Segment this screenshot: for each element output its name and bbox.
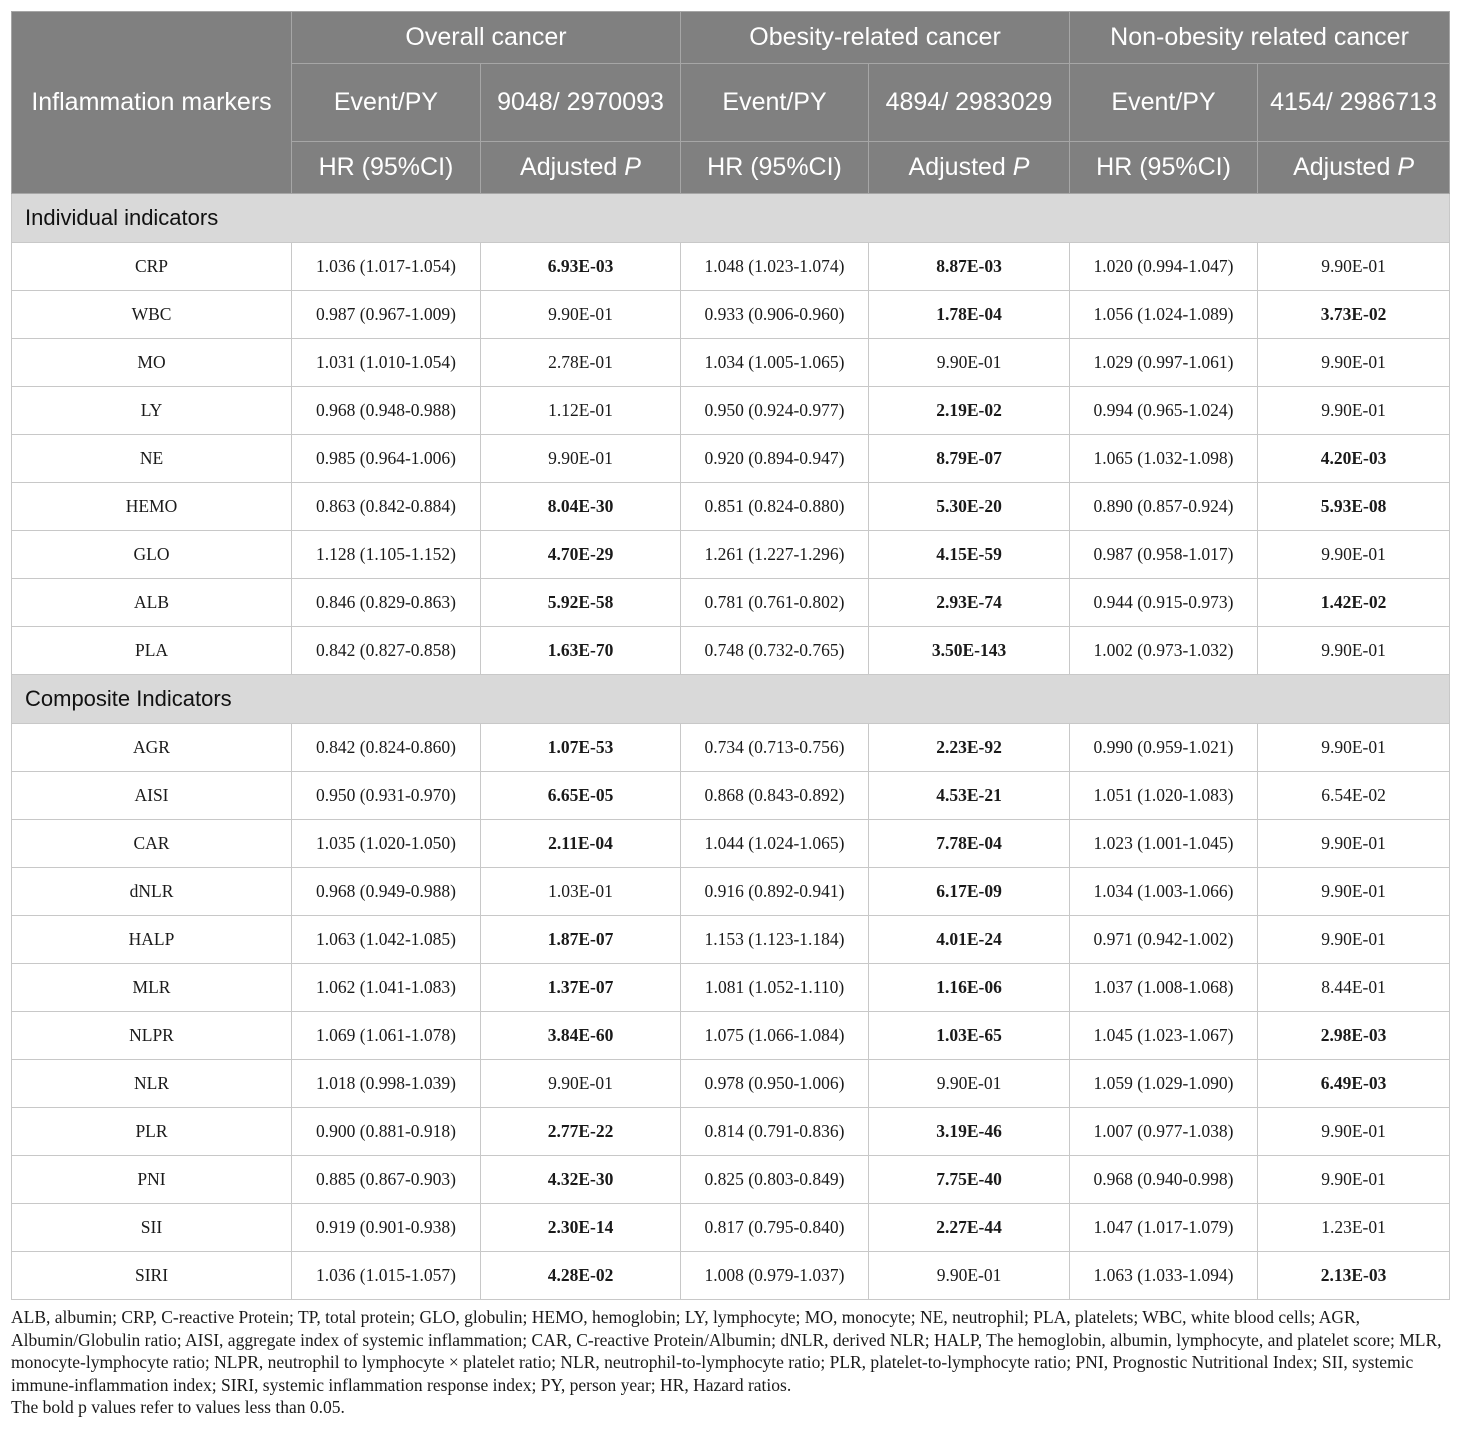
hr-ci-cell: 1.045 (1.023-1.067) bbox=[1070, 1012, 1258, 1060]
adjusted-p-cell: 4.28E-02 bbox=[481, 1252, 681, 1300]
table-row bbox=[12, 1252, 1450, 1300]
adjusted-p-cell: 9.90E-01 bbox=[1258, 916, 1450, 964]
adjusted-p-cell: 6.65E-05 bbox=[481, 772, 681, 820]
adjusted-p-cell: 6.54E-02 bbox=[1258, 772, 1450, 820]
hr-label: HR (95%CI) bbox=[292, 142, 481, 194]
adjusted-p-label bbox=[869, 142, 1070, 194]
adjusted-p-cell: 1.12E-01 bbox=[481, 387, 681, 435]
bold-note: The bold p values refer to values less than 0.05. bbox=[11, 1397, 345, 1418]
adjusted-p-cell: 1.78E-04 bbox=[869, 291, 1070, 339]
marker-name: MO bbox=[12, 339, 292, 387]
marker-name: CRP bbox=[12, 243, 292, 291]
hr-ci-cell: 0.968 (0.948-0.988) bbox=[292, 387, 481, 435]
adjusted-p-text: Adjusted bbox=[520, 153, 618, 181]
table-header bbox=[12, 12, 1450, 194]
hr-ci-cell: 0.985 (0.964-1.006) bbox=[292, 435, 481, 483]
hr-ci-cell: 1.020 (0.994-1.047) bbox=[1070, 243, 1258, 291]
hr-ci-cell: 1.128 (1.105-1.152) bbox=[292, 531, 481, 579]
hr-ci-cell: 1.261 (1.227-1.296) bbox=[681, 531, 869, 579]
hr-ci-cell: 0.950 (0.924-0.977) bbox=[681, 387, 869, 435]
hr-ci-cell: 0.825 (0.803-0.849) bbox=[681, 1156, 869, 1204]
group-header-obesity: Obesity-related cancer bbox=[681, 12, 1070, 64]
adjusted-p-cell: 9.90E-01 bbox=[1258, 339, 1450, 387]
table-row bbox=[12, 724, 1450, 772]
adjusted-p-cell: 5.30E-20 bbox=[869, 483, 1070, 531]
adjusted-p-cell: 9.90E-01 bbox=[1258, 820, 1450, 868]
adjusted-p-cell: 4.70E-29 bbox=[481, 531, 681, 579]
event-value: 9048/ 2970093 bbox=[481, 64, 681, 142]
adjusted-p-cell: 2.27E-44 bbox=[869, 1204, 1070, 1252]
hr-ci-cell: 1.007 (0.977-1.038) bbox=[1070, 1108, 1258, 1156]
hr-ci-cell: 1.034 (1.003-1.066) bbox=[1070, 868, 1258, 916]
hr-ci-cell: 1.062 (1.041-1.083) bbox=[292, 964, 481, 1012]
adjusted-p-cell: 2.11E-04 bbox=[481, 820, 681, 868]
event-label: Event/PY bbox=[292, 64, 481, 142]
hr-ci-cell: 0.919 (0.901-0.938) bbox=[292, 1204, 481, 1252]
adjusted-p-cell: 2.78E-01 bbox=[481, 339, 681, 387]
marker-name: WBC bbox=[12, 291, 292, 339]
adjusted-p-cell: 4.15E-59 bbox=[869, 531, 1070, 579]
marker-name: NLPR bbox=[12, 1012, 292, 1060]
hr-ci-cell: 1.036 (1.017-1.054) bbox=[292, 243, 481, 291]
hr-ci-cell: 0.971 (0.942-1.002) bbox=[1070, 916, 1258, 964]
hr-ci-cell: 0.994 (0.965-1.024) bbox=[1070, 387, 1258, 435]
marker-name: AGR bbox=[12, 724, 292, 772]
adjusted-p-cell: 4.20E-03 bbox=[1258, 435, 1450, 483]
table-row bbox=[12, 1060, 1450, 1108]
hr-label: HR (95%CI) bbox=[681, 142, 869, 194]
adjusted-p-text: Adjusted bbox=[1293, 153, 1391, 181]
adjusted-p-cell: 1.03E-65 bbox=[869, 1012, 1070, 1060]
adjusted-p-cell: 2.93E-74 bbox=[869, 579, 1070, 627]
marker-name: ALB bbox=[12, 579, 292, 627]
hr-ci-cell: 0.944 (0.915-0.973) bbox=[1070, 579, 1258, 627]
event-value: 4894/ 2983029 bbox=[869, 64, 1070, 142]
adjusted-p-text: Adjusted bbox=[908, 153, 1006, 181]
adjusted-p-cell: 4.01E-24 bbox=[869, 916, 1070, 964]
hr-ci-cell: 0.916 (0.892-0.941) bbox=[681, 868, 869, 916]
adjusted-p-cell: 3.73E-02 bbox=[1258, 291, 1450, 339]
hr-ci-cell: 1.069 (1.061-1.078) bbox=[292, 1012, 481, 1060]
marker-name: SIRI bbox=[12, 1252, 292, 1300]
adjusted-p-cell: 6.17E-09 bbox=[869, 868, 1070, 916]
inflammation-markers-table bbox=[11, 11, 1450, 1300]
hr-ci-cell: 0.842 (0.824-0.860) bbox=[292, 724, 481, 772]
adjusted-p-cell: 1.07E-53 bbox=[481, 724, 681, 772]
marker-name: NLR bbox=[12, 1060, 292, 1108]
hr-ci-cell: 1.047 (1.017-1.079) bbox=[1070, 1204, 1258, 1252]
hr-ci-cell: 0.817 (0.795-0.840) bbox=[681, 1204, 869, 1252]
table-row bbox=[12, 1156, 1450, 1204]
hr-ci-cell: 1.036 (1.015-1.057) bbox=[292, 1252, 481, 1300]
hr-ci-cell: 0.968 (0.940-0.998) bbox=[1070, 1156, 1258, 1204]
adjusted-p-cell: 2.19E-02 bbox=[869, 387, 1070, 435]
hr-ci-cell: 0.814 (0.791-0.836) bbox=[681, 1108, 869, 1156]
hr-ci-cell: 1.018 (0.998-1.039) bbox=[292, 1060, 481, 1108]
adjusted-p-cell: 4.32E-30 bbox=[481, 1156, 681, 1204]
marker-name: AISI bbox=[12, 772, 292, 820]
adjusted-p-cell: 5.93E-08 bbox=[1258, 483, 1450, 531]
hr-ci-cell: 0.846 (0.829-0.863) bbox=[292, 579, 481, 627]
adjusted-p-cell: 8.04E-30 bbox=[481, 483, 681, 531]
marker-name: HALP bbox=[12, 916, 292, 964]
hr-ci-cell: 1.037 (1.008-1.068) bbox=[1070, 964, 1258, 1012]
hr-ci-cell: 0.890 (0.857-0.924) bbox=[1070, 483, 1258, 531]
hr-ci-cell: 1.034 (1.005-1.065) bbox=[681, 339, 869, 387]
adjusted-p-cell: 9.90E-01 bbox=[869, 1060, 1070, 1108]
adjusted-p-cell: 9.90E-01 bbox=[1258, 1108, 1450, 1156]
marker-name: MLR bbox=[12, 964, 292, 1012]
hr-ci-cell: 1.044 (1.024-1.065) bbox=[681, 820, 869, 868]
abbreviations-note: ALB, albumin; CRP, C-reactive Protein; TP, total protein; GLO, globulin; HEMO, hemoglobin; LY, lymphocyte; MO, monocyte; NE, neutrophil; PLA, platelets; WBC, white blood cells; AGR, Albumin/Globulin ratio; AISI, aggregate index of systemic inflammation; CAR, C-reactive Protein/Albumin; dNLR, derived NLR; HALP, The hemoglobin, albumin, lymphocyte, and platelet score; MLR, monocyte-lymphocyte ratio; NLPR, neutrophil to lymphocyte × platelet ratio; NLR, neutrophil-to-lymphocyte ratio; PLR, platelet-to-lymphocyte ratio; PNI, Prognostic Nutritional Index; SII, systemic immune-inflammation index; SIRI, systemic inflammation response index; PY, person year; HR, Hazard ratios. bbox=[11, 1307, 1442, 1395]
marker-name: PNI bbox=[12, 1156, 292, 1204]
section-row bbox=[12, 675, 1450, 724]
hr-ci-cell: 0.950 (0.931-0.970) bbox=[292, 772, 481, 820]
table-body bbox=[12, 194, 1450, 1300]
adjusted-p-cell: 1.87E-07 bbox=[481, 916, 681, 964]
table-row bbox=[12, 339, 1450, 387]
table-row bbox=[12, 964, 1450, 1012]
table-row bbox=[12, 1108, 1450, 1156]
hr-ci-cell: 0.990 (0.959-1.021) bbox=[1070, 724, 1258, 772]
hr-ci-cell: 0.900 (0.881-0.918) bbox=[292, 1108, 481, 1156]
hr-ci-cell: 1.035 (1.020-1.050) bbox=[292, 820, 481, 868]
adjusted-p-cell: 2.30E-14 bbox=[481, 1204, 681, 1252]
table-row bbox=[12, 627, 1450, 675]
hr-ci-cell: 0.968 (0.949-0.988) bbox=[292, 868, 481, 916]
hr-ci-cell: 0.933 (0.906-0.960) bbox=[681, 291, 869, 339]
hr-ci-cell: 1.008 (0.979-1.037) bbox=[681, 1252, 869, 1300]
hr-ci-cell: 0.734 (0.713-0.756) bbox=[681, 724, 869, 772]
marker-name: HEMO bbox=[12, 483, 292, 531]
adjusted-p-cell: 7.78E-04 bbox=[869, 820, 1070, 868]
marker-name: PLR bbox=[12, 1108, 292, 1156]
adjusted-p-cell: 9.90E-01 bbox=[869, 339, 1070, 387]
hr-ci-cell: 1.002 (0.973-1.032) bbox=[1070, 627, 1258, 675]
section-row bbox=[12, 194, 1450, 243]
event-label: Event/PY bbox=[1070, 64, 1258, 142]
adjusted-p-cell: 2.77E-22 bbox=[481, 1108, 681, 1156]
hr-ci-cell: 0.978 (0.950-1.006) bbox=[681, 1060, 869, 1108]
adjusted-p-label bbox=[1258, 142, 1450, 194]
adjusted-p-cell: 2.13E-03 bbox=[1258, 1252, 1450, 1300]
hr-ci-cell: 1.153 (1.123-1.184) bbox=[681, 916, 869, 964]
adjusted-p-cell: 8.79E-07 bbox=[869, 435, 1070, 483]
adjusted-p-cell: 9.90E-01 bbox=[481, 435, 681, 483]
adjusted-p-cell: 1.23E-01 bbox=[1258, 1204, 1450, 1252]
adjusted-p-cell: 6.49E-03 bbox=[1258, 1060, 1450, 1108]
adjusted-p-cell: 1.42E-02 bbox=[1258, 579, 1450, 627]
hr-ci-cell: 1.063 (1.042-1.085) bbox=[292, 916, 481, 964]
hr-ci-cell: 1.023 (1.001-1.045) bbox=[1070, 820, 1258, 868]
table-row bbox=[12, 1204, 1450, 1252]
group-header-non-obesity: Non-obesity related cancer bbox=[1070, 12, 1450, 64]
hr-ci-cell: 1.048 (1.023-1.074) bbox=[681, 243, 869, 291]
hr-ci-cell: 0.842 (0.827-0.858) bbox=[292, 627, 481, 675]
hr-ci-cell: 1.029 (0.997-1.061) bbox=[1070, 339, 1258, 387]
marker-name: PLA bbox=[12, 627, 292, 675]
adjusted-p-cell: 5.92E-58 bbox=[481, 579, 681, 627]
p-italic: P bbox=[1397, 153, 1414, 181]
group-header-overall: Overall cancer bbox=[292, 12, 681, 64]
adjusted-p-cell: 1.16E-06 bbox=[869, 964, 1070, 1012]
adjusted-p-cell: 9.90E-01 bbox=[1258, 627, 1450, 675]
row-label-header: Inflammation markers bbox=[12, 12, 292, 194]
table-row bbox=[12, 579, 1450, 627]
adjusted-p-cell: 8.44E-01 bbox=[1258, 964, 1450, 1012]
table-row bbox=[12, 916, 1450, 964]
table-row bbox=[12, 772, 1450, 820]
hr-ci-cell: 0.987 (0.967-1.009) bbox=[292, 291, 481, 339]
adjusted-p-cell: 2.98E-03 bbox=[1258, 1012, 1450, 1060]
hr-ci-cell: 0.748 (0.732-0.765) bbox=[681, 627, 869, 675]
table-footnotes bbox=[11, 1306, 1449, 1419]
section-title: Composite Indicators bbox=[12, 675, 1450, 724]
hr-ci-cell: 1.031 (1.010-1.054) bbox=[292, 339, 481, 387]
event-value: 4154/ 2986713 bbox=[1258, 64, 1450, 142]
hr-ci-cell: 1.051 (1.020-1.083) bbox=[1070, 772, 1258, 820]
table-row bbox=[12, 243, 1450, 291]
marker-name: LY bbox=[12, 387, 292, 435]
adjusted-p-cell: 2.23E-92 bbox=[869, 724, 1070, 772]
table-row bbox=[12, 868, 1450, 916]
adjusted-p-cell: 9.90E-01 bbox=[1258, 1156, 1450, 1204]
hr-ci-cell: 0.863 (0.842-0.884) bbox=[292, 483, 481, 531]
marker-name: CAR bbox=[12, 820, 292, 868]
hr-ci-cell: 0.920 (0.894-0.947) bbox=[681, 435, 869, 483]
adjusted-p-cell: 1.37E-07 bbox=[481, 964, 681, 1012]
adjusted-p-label bbox=[481, 142, 681, 194]
adjusted-p-cell: 4.53E-21 bbox=[869, 772, 1070, 820]
table-row bbox=[12, 820, 1450, 868]
adjusted-p-cell: 1.63E-70 bbox=[481, 627, 681, 675]
results-table-container bbox=[11, 11, 1449, 1419]
hr-ci-cell: 1.059 (1.029-1.090) bbox=[1070, 1060, 1258, 1108]
p-italic: P bbox=[624, 153, 641, 181]
hr-ci-cell: 1.075 (1.066-1.084) bbox=[681, 1012, 869, 1060]
table-row bbox=[12, 1012, 1450, 1060]
hr-ci-cell: 0.987 (0.958-1.017) bbox=[1070, 531, 1258, 579]
adjusted-p-cell: 9.90E-01 bbox=[869, 1252, 1070, 1300]
marker-name: GLO bbox=[12, 531, 292, 579]
marker-name: NE bbox=[12, 435, 292, 483]
section-title: Individual indicators bbox=[12, 194, 1450, 243]
hr-ci-cell: 0.851 (0.824-0.880) bbox=[681, 483, 869, 531]
hr-ci-cell: 1.081 (1.052-1.110) bbox=[681, 964, 869, 1012]
hr-label: HR (95%CI) bbox=[1070, 142, 1258, 194]
adjusted-p-cell: 8.87E-03 bbox=[869, 243, 1070, 291]
adjusted-p-cell: 9.90E-01 bbox=[481, 1060, 681, 1108]
adjusted-p-cell: 9.90E-01 bbox=[1258, 724, 1450, 772]
marker-name: dNLR bbox=[12, 868, 292, 916]
adjusted-p-cell: 6.93E-03 bbox=[481, 243, 681, 291]
marker-name: SII bbox=[12, 1204, 292, 1252]
table-row bbox=[12, 387, 1450, 435]
hr-ci-cell: 1.063 (1.033-1.094) bbox=[1070, 1252, 1258, 1300]
hr-ci-cell: 0.868 (0.843-0.892) bbox=[681, 772, 869, 820]
hr-ci-cell: 0.781 (0.761-0.802) bbox=[681, 579, 869, 627]
hr-ci-cell: 0.885 (0.867-0.903) bbox=[292, 1156, 481, 1204]
p-italic: P bbox=[1012, 153, 1030, 181]
adjusted-p-cell: 3.19E-46 bbox=[869, 1108, 1070, 1156]
hr-ci-cell: 1.056 (1.024-1.089) bbox=[1070, 291, 1258, 339]
table-row bbox=[12, 483, 1450, 531]
hr-ci-cell: 1.065 (1.032-1.098) bbox=[1070, 435, 1258, 483]
adjusted-p-cell: 9.90E-01 bbox=[1258, 531, 1450, 579]
adjusted-p-cell: 1.03E-01 bbox=[481, 868, 681, 916]
adjusted-p-cell: 9.90E-01 bbox=[481, 291, 681, 339]
adjusted-p-cell: 7.75E-40 bbox=[869, 1156, 1070, 1204]
table-row bbox=[12, 291, 1450, 339]
adjusted-p-cell: 9.90E-01 bbox=[1258, 243, 1450, 291]
adjusted-p-cell: 9.90E-01 bbox=[1258, 868, 1450, 916]
adjusted-p-cell: 3.84E-60 bbox=[481, 1012, 681, 1060]
adjusted-p-cell: 9.90E-01 bbox=[1258, 387, 1450, 435]
event-label: Event/PY bbox=[681, 64, 869, 142]
table-row bbox=[12, 435, 1450, 483]
table-row bbox=[12, 531, 1450, 579]
adjusted-p-cell: 3.50E-143 bbox=[869, 627, 1070, 675]
